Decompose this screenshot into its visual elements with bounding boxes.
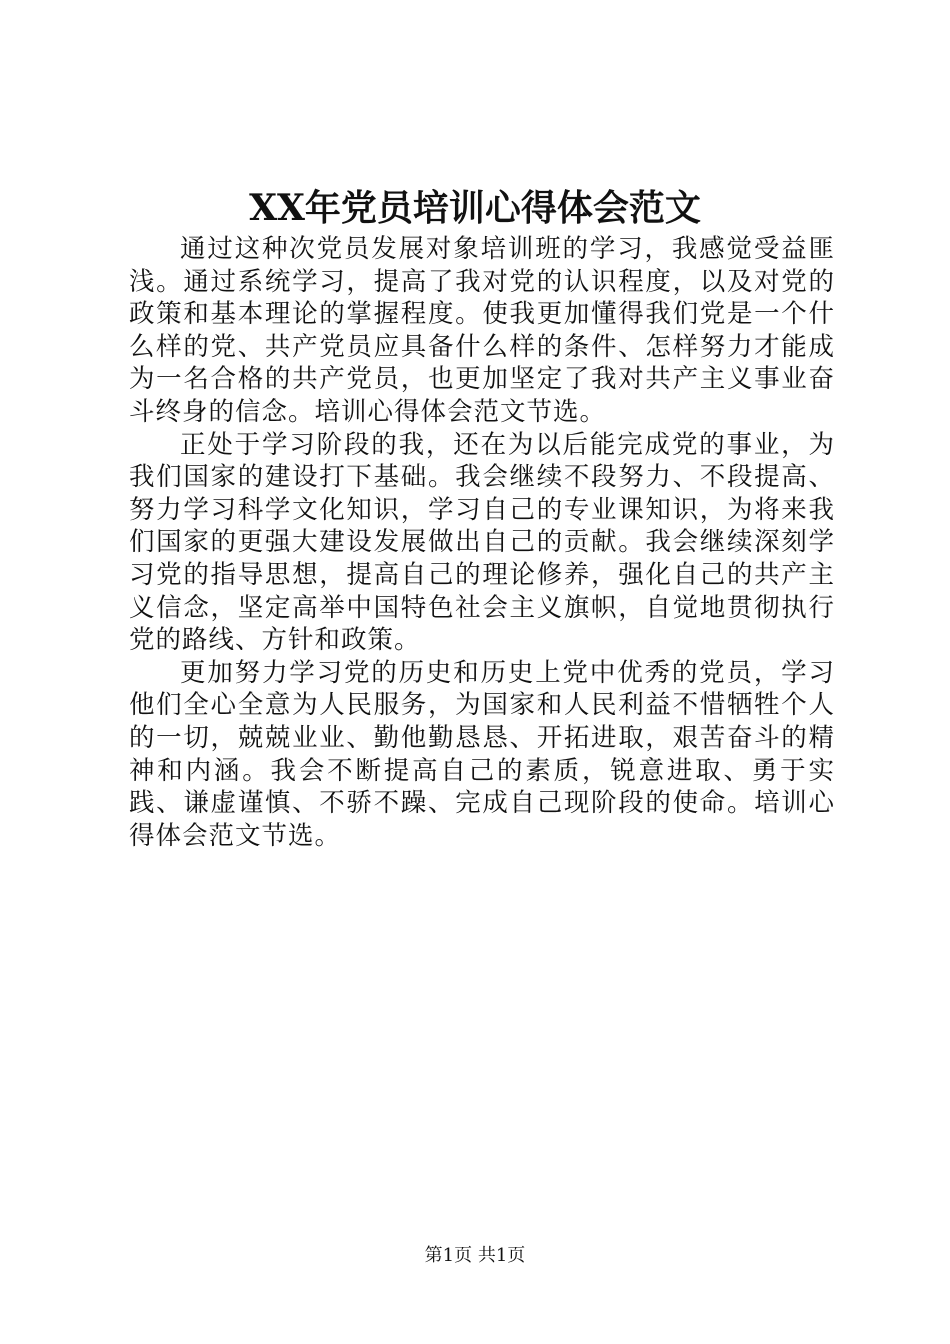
document-body (129, 233, 835, 852)
paragraph-1: 通过这种次党员发展对象培训班的学习，我感觉受益匪浅。通过系统学习，提高了我对党的认识程度，以及对党的政策和基本理论的掌握程度。使我更加懂得我们党是一个什么样的党、共产党员应具备什么样的条件、怎样努力才能成为一名合格的共产党员，也更加坚定了我对共产主义事业奋斗终身的信念。培训心得体会范文节选。 (129, 234, 835, 427)
page-number-label: 第1页 共1页 (424, 1245, 526, 1266)
page-footer (0, 1244, 950, 1268)
paragraph-3: 更加努力学习党的历史和历史上党中优秀的党员，学习他们全心全意为人民服务，为国家和人民利益不惜牺牲个人的一切，兢兢业业、勤他勤恳恳、开拓进取，艰苦奋斗的精神和内涵。我会不断提高自己的素质，锐意进取、勇于实践、谦虚谨慎、不骄不躁、完成自己现阶段的使命。培训心得体会范文节选。 (129, 657, 835, 851)
paragraph-2: 正处于学习阶段的我，还在为以后能完成党的事业，为我们国家的建设打下基础。我会继续不段努力、不段提高、努力学习科学文化知识，学习自己的专业课知识，为将来我们国家的更强大建设发展做出自己的贡献。我会继续深刻学习党的指导思想，提高自己的理论修养，强化自己的共产主义信念，坚定高举中国特色社会主义旗帜，自觉地贯彻执行党的路线、方针和政策。 (129, 429, 835, 656)
document-title: XX年党员培训心得体会范文 (249, 187, 701, 229)
